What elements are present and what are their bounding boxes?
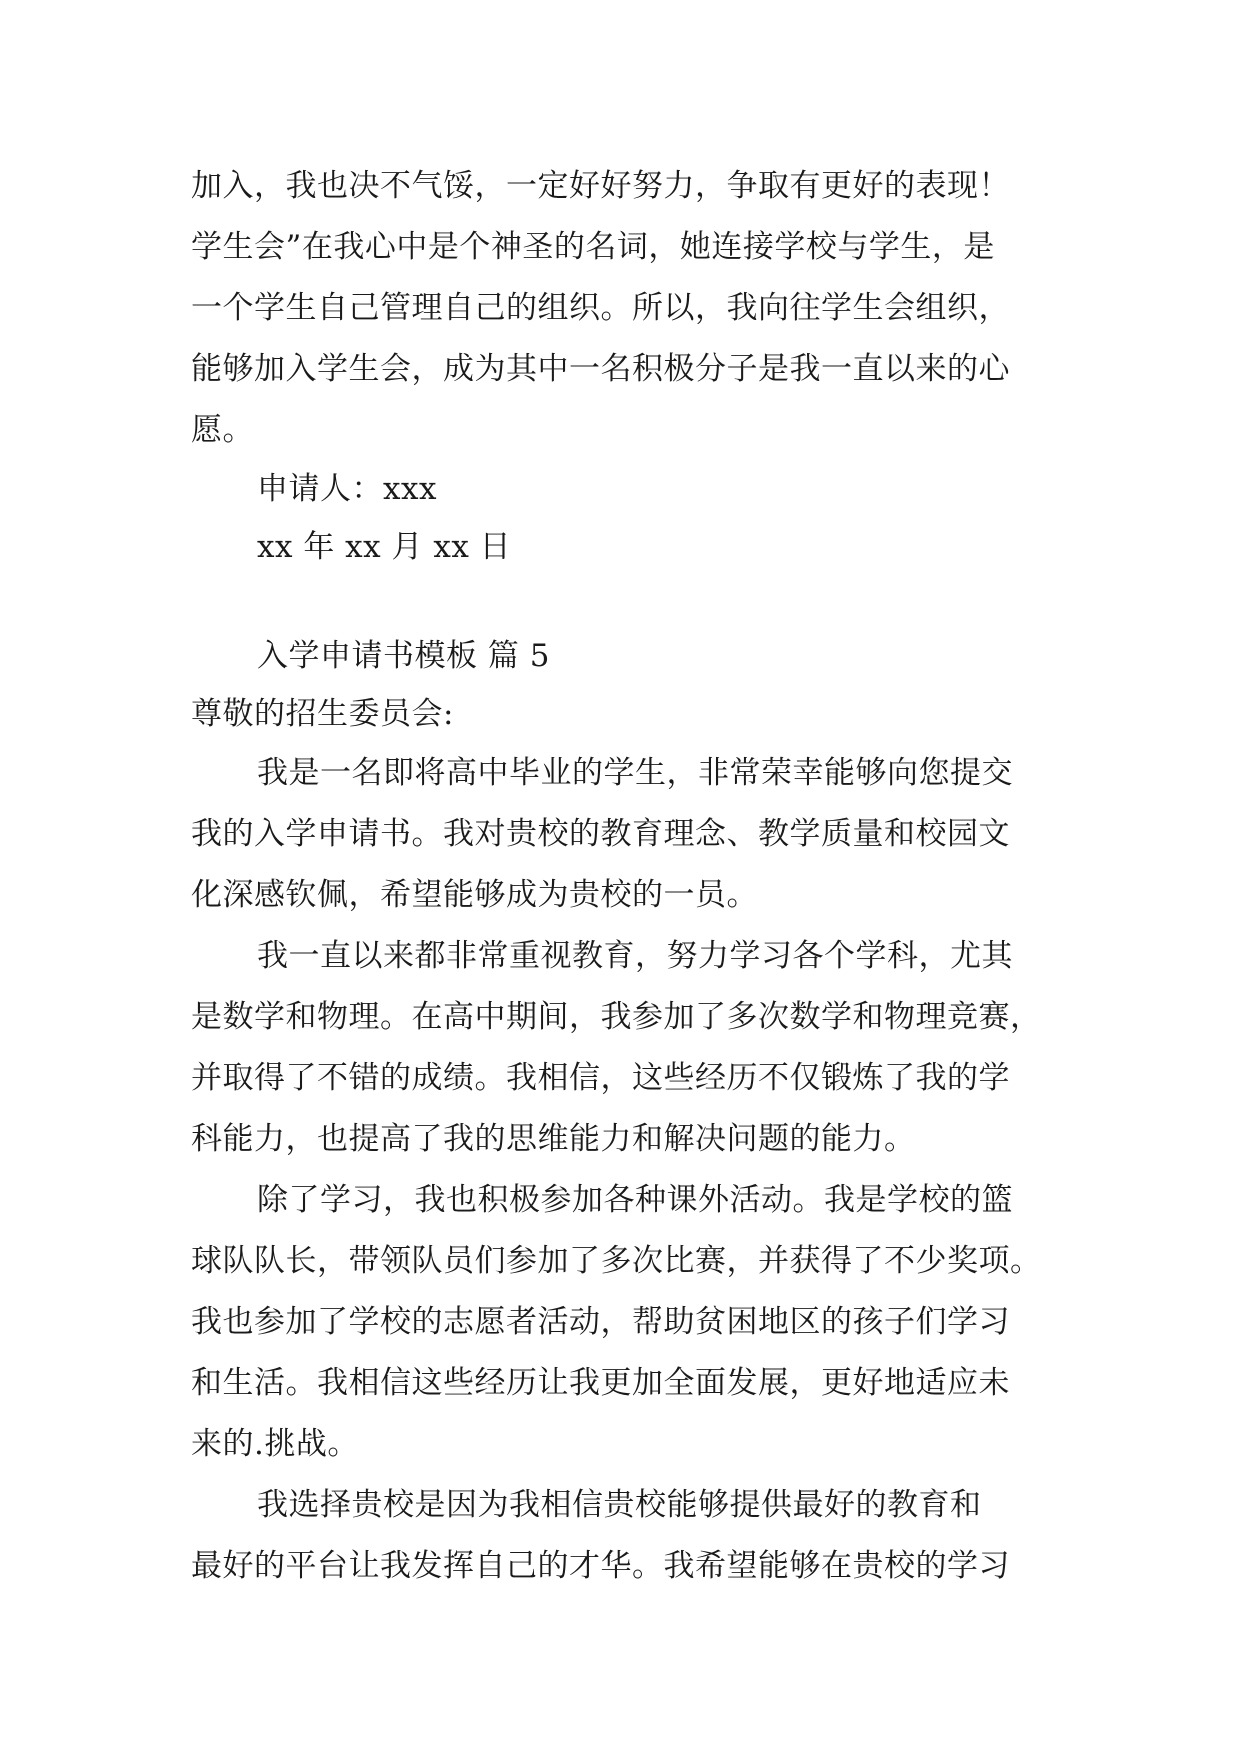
body-text-line: 学生会”在我心中是个神圣的名词，她连接学校与学生，是: [191, 229, 995, 265]
body-text-line: 愿。: [191, 412, 254, 448]
body-text-line: 是数学和物理。在高中期间，我参加了多次数学和物理竞赛，: [191, 999, 1042, 1035]
body-text-line: 球队队长，带领队员们参加了多次比赛，并获得了不少奖项。: [191, 1243, 1042, 1279]
salutation: 尊敬的招生委员会:: [191, 696, 454, 732]
body-text-line: 加入，我也决不气馁，一定好好努力，争取有更好的表现！: [191, 168, 1010, 204]
body-text-line: 我也参加了学校的志愿者活动，帮助贫困地区的孩子们学习: [191, 1304, 1010, 1340]
body-text-line: 我的入学申请书。我对贵校的教育理念、教学质量和校园文: [191, 816, 1010, 852]
body-text-line: 我选择贵校是因为我相信贵校能够提供最好的教育和: [257, 1487, 982, 1523]
body-text-line: 最好的平台让我发挥自己的才华。我希望能够在贵校的学习: [191, 1548, 1010, 1584]
body-text-line: 来的.挑战。: [191, 1426, 359, 1462]
body-text-line: 一个学生自己管理自己的组织。所以，我向往学生会组织，: [191, 290, 1010, 326]
body-text-line: 能够加入学生会，成为其中一名积极分子是我一直以来的心: [191, 351, 1010, 387]
body-text-line: 我是一名即将高中毕业的学生，非常荣幸能够向您提交: [257, 755, 1013, 791]
body-text-line: 除了学习，我也积极参加各种课外活动。我是学校的篮: [257, 1182, 1013, 1218]
body-text-line: 和生活。我相信这些经历让我更加全面发展，更好地适应未: [191, 1365, 1010, 1401]
body-text-line: 科能力，也提高了我的思维能力和解决问题的能力。: [191, 1121, 916, 1157]
body-text-line: 我一直以来都非常重视教育，努力学习各个学科，尤其: [257, 938, 1013, 974]
body-text-line: 并取得了不错的成绩。我相信，这些经历不仅锻炼了我的学: [191, 1060, 1010, 1096]
section-heading: 入学申请书模板 篇 5: [257, 638, 550, 674]
body-text-line: 化深感钦佩，希望能够成为贵校的一员。: [191, 877, 758, 913]
applicant-signature: 申请人：xxx: [257, 471, 437, 507]
signature-date: xx 年 xx 月 xx 日: [257, 529, 512, 565]
